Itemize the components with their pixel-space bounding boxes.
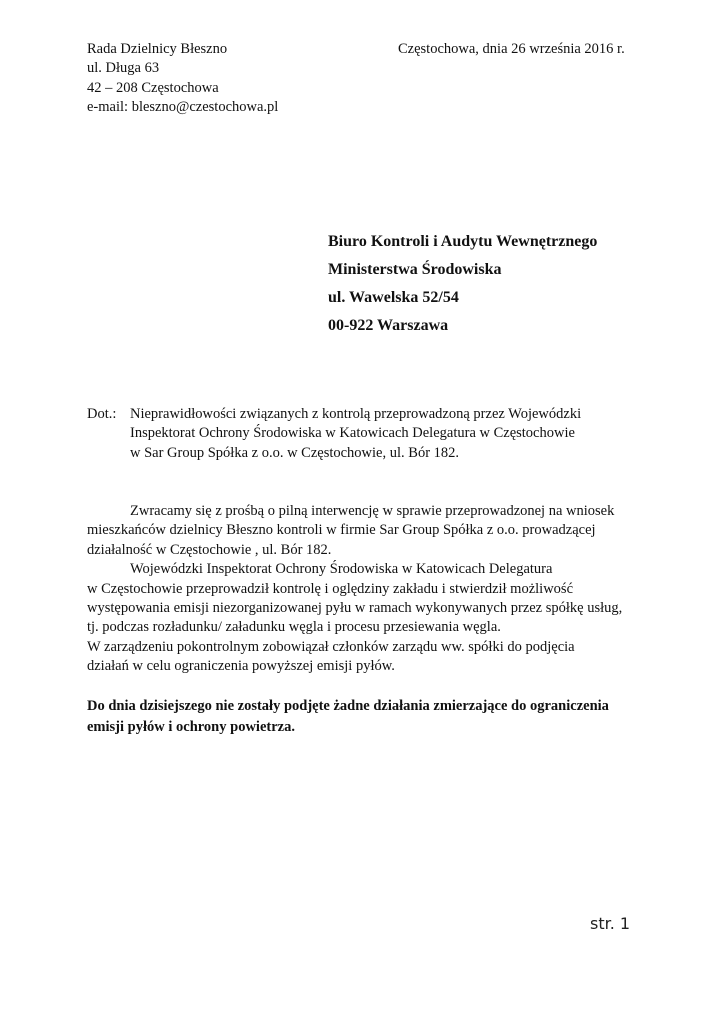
body-line: Zwracamy się z prośbą o pilną interwencję w sprawie przeprowadzonej na wniosek [130, 503, 615, 519]
body-line: W zarządzeniu pokontrolnym zobowiązał członków zarządu ww. spółki do podjęcia [87, 638, 575, 655]
body-line: tj. podczas rozładunku/ załadunku węgla i procesu przesiewania węgla. [87, 619, 501, 636]
conclusion-line: Do dnia dzisiejszego nie zostały podjęte żadne działania zmierzające do ograniczenia [87, 698, 609, 714]
sender-name: Rada Dzielnicy Błeszno [87, 41, 228, 57]
sender-street: ul. Długa 63 [87, 60, 160, 77]
sender-email: e-mail: bleszno@czestochowa.pl [87, 99, 279, 116]
body-line: występowania emisji niezorganizowanej pyłu w ramach wykonywanych przez spółkę usług, [87, 599, 623, 616]
sender-city: 42 – 208 Częstochowa [87, 79, 219, 96]
subject-line: Nieprawidłowości związanych z kontrolą przeprowadzoną przez Wojewódzki [130, 406, 582, 422]
sender-address [87, 40, 278, 118]
body-line: Wojewódzki Inspektorat Ochrony Środowiska w Katowicach Delegatura [130, 561, 553, 578]
conclusion-paragraph [87, 697, 609, 739]
body-line: w Częstochowie przeprowadził kontrolę i oględziny zakładu i stwierdził możliwość [87, 580, 574, 597]
body-line: działalność w Częstochowie , ul. Bór 182. [87, 541, 332, 558]
recipient-ministry: Ministerstwa Środowiska [328, 261, 502, 278]
page-number: str. 1 [590, 914, 631, 933]
recipient-city: 00-922 Warszawa [328, 317, 449, 334]
recipient-address [328, 228, 597, 340]
subject-label: Dot.: [87, 406, 117, 422]
recipient-office: Biuro Kontroli i Audytu Wewnętrznego [328, 233, 598, 250]
body-line: działań w celu ograniczenia powyższej emisji pyłów. [87, 658, 395, 675]
conclusion-line: emisji pyłów i ochrony powietrza. [87, 719, 295, 735]
body-line: mieszkańców dzielnicy Błeszno kontroli w firmie Sar Group Spółka z o.o. prowadzącej [87, 522, 596, 539]
letter-date: Częstochowa, dnia 26 września 2016 r. [398, 41, 625, 57]
subject-line: w Sar Group Spółka z o.o. w Częstochowie, ul. Bór 182. [130, 444, 460, 461]
recipient-street: ul. Wawelska 52/54 [328, 289, 459, 306]
subject-text [130, 405, 581, 463]
subject-line: Inspektorat Ochrony Środowiska w Katowicach Delegatura w Częstochowie [130, 425, 575, 442]
letter-body [87, 502, 622, 677]
